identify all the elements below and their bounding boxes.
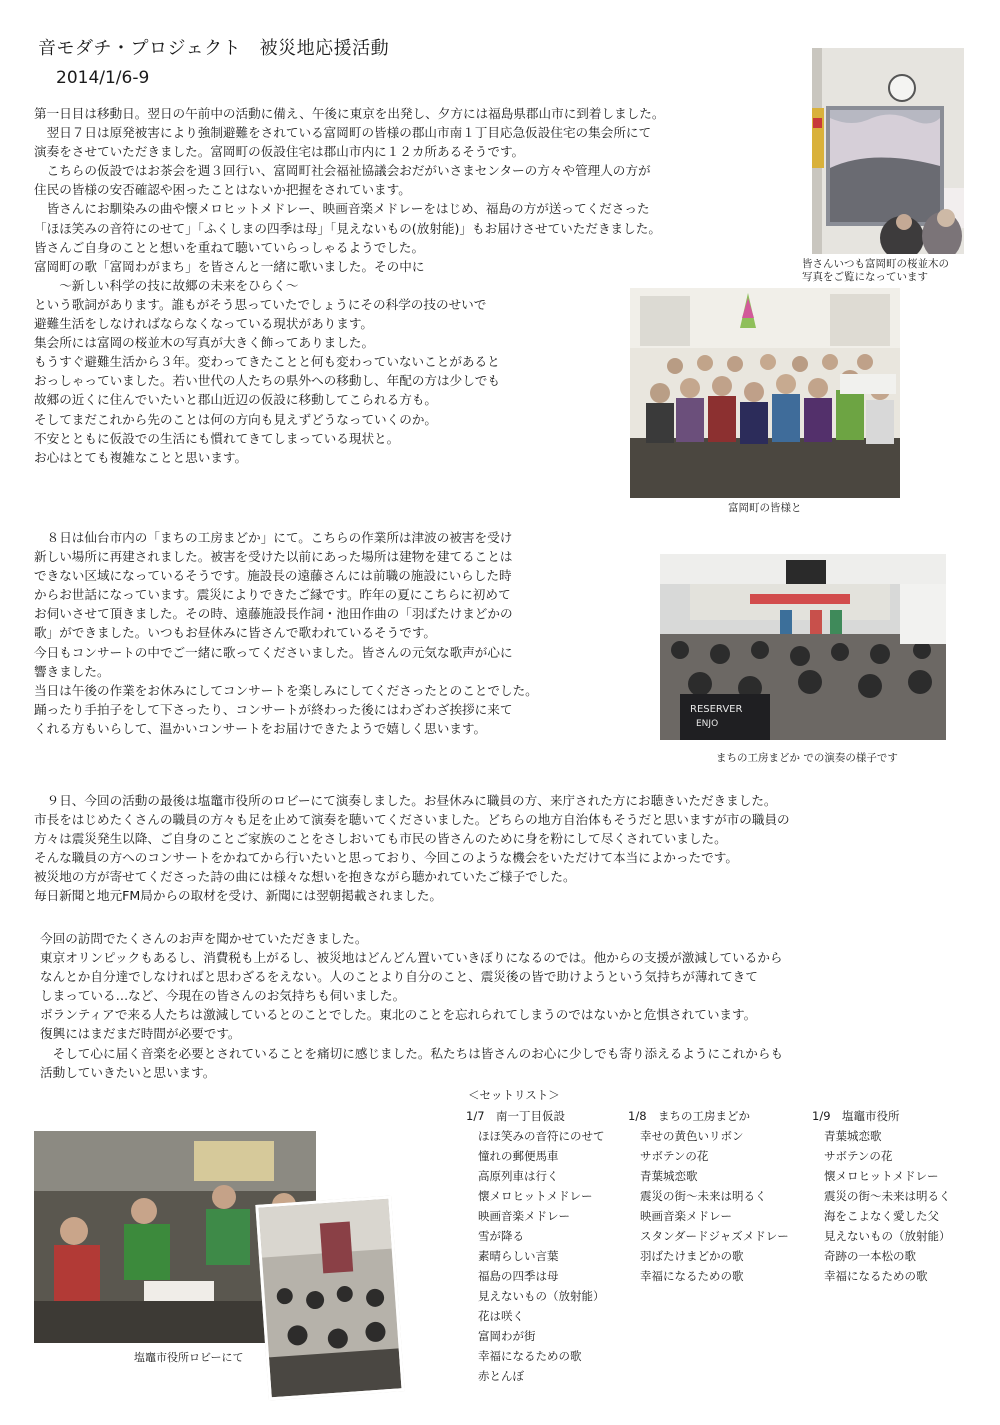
day2-line: お伺いさせて頂きました。その時、遠藤施設長作詞・池田作曲の「羽ばたけまどかの: [34, 606, 513, 622]
closing-line: そして心に届く音楽を必要とされていることを痛切に感じました。私たちは皆さんのお心に少しでも寄り添えるようにこれからも: [40, 1045, 784, 1061]
day2-line: できない区域になっているそうです。施設長の遠藤さんには前職の施設にいらした時: [34, 568, 512, 584]
day1-line: 翌日７日は原発被害により強制避難をされている富岡町の皆様の郡山市南１丁目応急仮設住宅の集会所にて: [34, 125, 652, 141]
setlist-column-jan8: [628, 1106, 789, 1286]
closing-line: 東京オリンピックもあるし、消費税も上がるし、被災地はどんどん置いていきぼりになるのでは。他からの支援が激減しているから: [40, 950, 783, 966]
day1-line: という歌詞があります。誰もがそう思っていたでしょうにその科学の技のせいで: [34, 296, 487, 312]
closing-line: 活動していきたいと思います。: [40, 1064, 216, 1080]
day1-line: こちらの仮設ではお茶会を週３回行い、富岡町社会福祉協議会おだがいさまセンターの方々や管理人の方が: [34, 163, 651, 179]
closing-line: ボランティアで来る人たちは激減しているとのことでした。東北のことを忘れられてしまうのではないかと危惧されています。: [40, 1007, 757, 1023]
setlist-song: 震災の街～未来は明るく: [824, 1189, 951, 1203]
closing-line: 復興にはまだまだ時間が必要です。: [40, 1026, 241, 1042]
setlist-song: 震災の街～未来は明るく: [640, 1189, 767, 1203]
day2-line: 当日は午後の作業をお休みにしてコンサートを楽しみにしてくださったとのことでした。: [34, 682, 538, 698]
day3-line: 方々は震災発生以降、ご自身のことご家族のことをさしおいても市民の皆さんのために身を粉にして尽くされていました。: [34, 831, 727, 847]
setlist-song: サボテンの花: [640, 1149, 709, 1163]
closing-line: しまっている…など、今現在の皆さんのお気持ちも伺いました。: [40, 988, 406, 1004]
day2-line: 新しい場所に再建されました。被害を受けた以前にあった場所は建物を建てることは: [34, 549, 513, 565]
day1-line: 皆さんご自身のことと想いを重ねて聴いていらっしゃるようでした。: [34, 239, 425, 255]
photo3-shirt-text: RESERVER: [690, 704, 743, 715]
page-title: 音モダチ・プロジェクト 被災地応援活動: [38, 38, 390, 59]
setlist-song: 幸せの黄色いリボン: [640, 1129, 744, 1143]
setlist-song: スタンダードジャズメドレー: [640, 1229, 789, 1243]
day3-line: 市長をはじめたくさんの職員の方々も足を止めて演奏を聴いてくださいました。どちらの地方自治体もそうだと思いますが市の職員の: [34, 812, 790, 828]
setlist-song: 懐メロヒットメドレー: [824, 1169, 939, 1183]
day1-line: 富岡町の歌「富岡わがまち」を皆さんと一緒に歌いました。その中に: [34, 258, 425, 274]
caption-photo1-line1: 皆さんいつも富岡町の桜並木の: [802, 258, 949, 270]
setlist-song: 幸福になるための歌: [478, 1349, 582, 1363]
day1-paragraph: [34, 104, 664, 467]
photo-madoka-concert-image: [660, 554, 946, 740]
day1-line: 避難生活をしなければならなくなっている現状があります。: [34, 316, 374, 332]
day1-line: もうすぐ避難生活から３年。変わってきたことと何も変わっていないことがあると: [34, 354, 500, 370]
day2-line: 響きました。: [34, 663, 110, 679]
setlist-song: 花は咲く: [478, 1309, 524, 1323]
setlist-heading: ＜セットリスト＞: [468, 1088, 560, 1102]
setlist-song: 憧れの郵便馬車: [478, 1149, 559, 1163]
setlist-song: サボテンの花: [824, 1149, 893, 1163]
day2-line: 今日もコンサートの中でご一緒に歌ってくださいました。皆さんの元気な歌声が心に: [34, 644, 513, 660]
photo3-shirt-text2: ENJO: [696, 719, 719, 729]
day1-line: 第一日目は移動日。翌日の午前中の活動に備え、午後に東京を出発し、夕方には福島県郡山市に到着しました。: [34, 106, 665, 121]
setlist-song: 赤とんぼ: [478, 1369, 524, 1383]
closing-paragraph: [40, 929, 783, 1082]
photo-cherry-trees-image: [812, 48, 964, 254]
caption-photo1: [802, 258, 949, 283]
setlist-song: 雪が降る: [478, 1229, 524, 1243]
setlist-song: 見えないもの（放射能）: [824, 1229, 951, 1243]
photo-shiogama-lobby-right-image: [259, 1199, 402, 1398]
setlist-song: 青葉城恋歌: [824, 1129, 882, 1143]
setlist-column-jan7: [466, 1106, 605, 1386]
day2-line: 踊ったり手拍子をして下さったり、コンサートが終わった後にはわざわざ挨拶に来て: [34, 701, 513, 717]
day3-line: 被災地の方が寄せてくださった詩の曲には様々な想いを抱きながら聴かれていたご様子でした。: [34, 869, 576, 885]
closing-line: なんとか自分達でしなければと思わざるをえない。人のことより自分のこと、震災後の皆で助けようという気持ちが薄れてきて: [40, 969, 758, 985]
day3-paragraph: [34, 791, 790, 906]
day1-line: 集会所には富岡の桜並木の写真が大きく飾ってありました。: [34, 335, 375, 351]
day2-line: ８日は仙台市内の「まちの工房まどか」にて。こちらの作業所は津波の被害を受け: [34, 530, 513, 545]
setlist-song: 素晴らしい言葉: [478, 1249, 559, 1263]
day1-line: 故郷の近くに住んでいたいと郡山近辺の仮設に移動してこられる方も。: [34, 392, 437, 408]
setlist-song: 羽ばたけまどかの歌: [640, 1249, 744, 1263]
day3-line: 毎日新聞と地元FM局からの取材を受け、新聞には翌朝掲載されました。: [34, 888, 443, 904]
setlist-song: 幸福になるための歌: [640, 1269, 744, 1283]
day1-line: 住民の皆様の安否確認や困ったことはないか把握をされています。: [34, 182, 411, 198]
photo-tomioka-group: [630, 288, 900, 498]
caption-photo3: まちの工房まどか での演奏の様子です: [716, 752, 898, 764]
photo-shiogama-lobby-right: [255, 1195, 404, 1400]
caption-photo2: 富岡町の皆様と: [728, 502, 802, 514]
setlist-song: 青葉城恋歌: [640, 1169, 698, 1183]
setlist-song: 懐メロヒットメドレー: [478, 1189, 593, 1203]
closing-line: 今回の訪問でたくさんのお声を聞かせていただきました。: [40, 931, 368, 946]
day1-line: ～新しい科学の技に故郷の未来をひらく～: [34, 277, 299, 293]
day1-line: そしてまだこれから先のことは何の方向も見えずどうなっていくのか。: [34, 411, 437, 427]
day2-line: 歌」ができました。いつもお昼休みに皆さんで歌われているそうです。: [34, 625, 436, 641]
setlist-song: 富岡わが街: [478, 1329, 536, 1343]
setlist-song: 幸福になるための歌: [824, 1269, 928, 1283]
day1-line: おっしゃっていました。若い世代の人たちの県外への移動し、年配の方は少しでも: [34, 373, 500, 389]
photo-cherry-trees-wall: [812, 48, 964, 254]
day2-line: くれる方もいらして、温かいコンサートをお届けできたようで嬉しく思います。: [34, 720, 487, 736]
photo-madoka-concert: [660, 554, 946, 740]
day2-line: からお世話になっています。震災によりできたご縁です。昨年の夏にこちらに初めて: [34, 587, 511, 603]
setlist-date-header: 1/9 塩竈市役所: [812, 1109, 900, 1123]
setlist-date-header: 1/8 まちの工房まどか: [628, 1109, 751, 1123]
day1-line: お心はとても複雑なことと思います。: [34, 449, 248, 465]
setlist-song: 映画音楽メドレー: [640, 1209, 732, 1223]
setlist-song: 見えないもの（放射能）: [478, 1289, 605, 1303]
day1-line: 不安とともに仮設での生活にも慣れてきてしまっている現状と。: [34, 430, 400, 446]
day1-line: 「ほほ笑みの音符にのせて」「ふくしまの四季は母」「見えないもの(放射能)」もお届けさせていただきました。: [34, 220, 661, 236]
day3-line: そんな職員の方へのコンサートをかねてから行いたいと思っており、今回このような機会をいただけて本当によかったです。: [34, 850, 738, 866]
caption-photo1-line2: 写真をご覧になっています: [802, 270, 928, 283]
setlist-date-header: 1/7 南一丁目仮設: [466, 1109, 566, 1123]
setlist-song: ほほ笑みの音符にのせて: [478, 1129, 605, 1143]
day1-line: 演奏をさせていただきました。富岡町の仮設住宅は郡山市内に１２カ所あるそうです。: [34, 144, 525, 160]
setlist-song: 奇跡の一本松の歌: [824, 1249, 916, 1263]
setlist-song: 福島の四季は母: [478, 1269, 559, 1283]
setlist-column-jan9: [812, 1106, 951, 1286]
day3-line: ９日、今回の活動の最後は塩竈市役所のロビーにて演奏しました。お昼休みに職員の方、来庁された方にお聴きいただきました。: [34, 793, 777, 808]
setlist-song: 高原列車は行く: [478, 1169, 559, 1183]
caption-photo4: 塩竈市役所ロビーにて: [134, 1351, 244, 1364]
day1-line: 皆さんにお馴染みの曲や懐メロヒットメドレー、映画音楽メドレーをはじめ、福島の方が送ってくださった: [34, 201, 650, 217]
photo-tomioka-group-image: [630, 288, 900, 498]
setlist-song: 海をこよなく愛した父: [824, 1209, 939, 1223]
date-range: 2014/1/6-9: [56, 68, 150, 88]
day2-paragraph: [34, 528, 538, 738]
setlist-song: 映画音楽メドレー: [478, 1209, 570, 1223]
